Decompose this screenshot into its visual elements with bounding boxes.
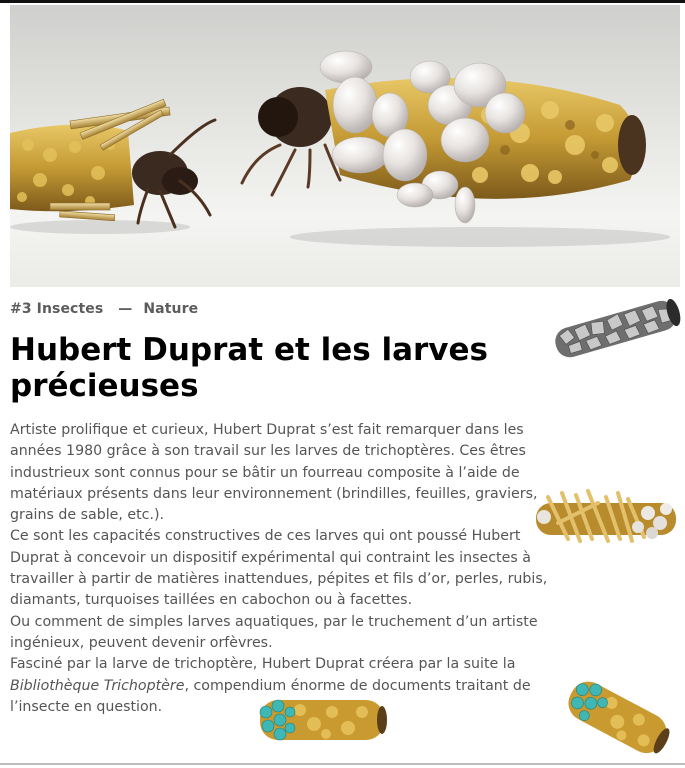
hero-photo-caddisfly-larvae <box>10 5 680 287</box>
gold-rod-pearl-case-image <box>528 483 684 553</box>
book-title: Bibliothèque Trichoptère <box>10 677 185 694</box>
right-larva-case <box>242 51 646 223</box>
silver-case-image <box>548 298 684 362</box>
article-meta <box>10 301 198 317</box>
paragraph-3: Ou comment de simples larves aquatiques, par le truchement d’un artiste ingénieux, peuvent devenir orfèvres. <box>10 613 538 651</box>
turquoise-gold-case-image-right <box>560 671 674 761</box>
paragraph-1: Artiste prolifique et curieux, Hubert Duprat s’est fait remarquer dans les années 1980 grâce à son travail sur les larves de trichoptères. Ces êtres industrieux sont connus pour se bâtir un fourreau composite à l’aide de matériaux présents dans leur environnement (brindilles, feuilles, graviers, grains de sable, etc.). <box>10 422 538 524</box>
category-label: #3 Insectes <box>10 301 104 317</box>
turquoise-gold-case-image-left <box>254 690 388 750</box>
top-rule <box>0 0 685 3</box>
bottom-rule <box>0 763 685 765</box>
page-title: Hubert Duprat et les larves précieuses <box>10 332 488 404</box>
paragraph-2: Ce sont les capacités constructives de ces larves qui ont poussé Hubert Duprat à concevoir un dispositif expérimental qui contraint les insectes à travailler à partir de matières inattendues, pépites et fils d’or, perles, rubis, diamants, turquoises taillées en cabochon ou à facettes. <box>10 528 548 609</box>
left-larva-case <box>10 99 215 227</box>
tag-label: Nature <box>143 301 199 317</box>
article-body <box>10 420 550 718</box>
paragraph-4: Fasciné par la larve de trichoptère, Hubert Duprat créera par la suite la Bibliothèque Trichoptère, compendium énorme de documents traitant de l’insecte en question. <box>10 656 531 715</box>
meta-separator: — <box>118 301 133 317</box>
